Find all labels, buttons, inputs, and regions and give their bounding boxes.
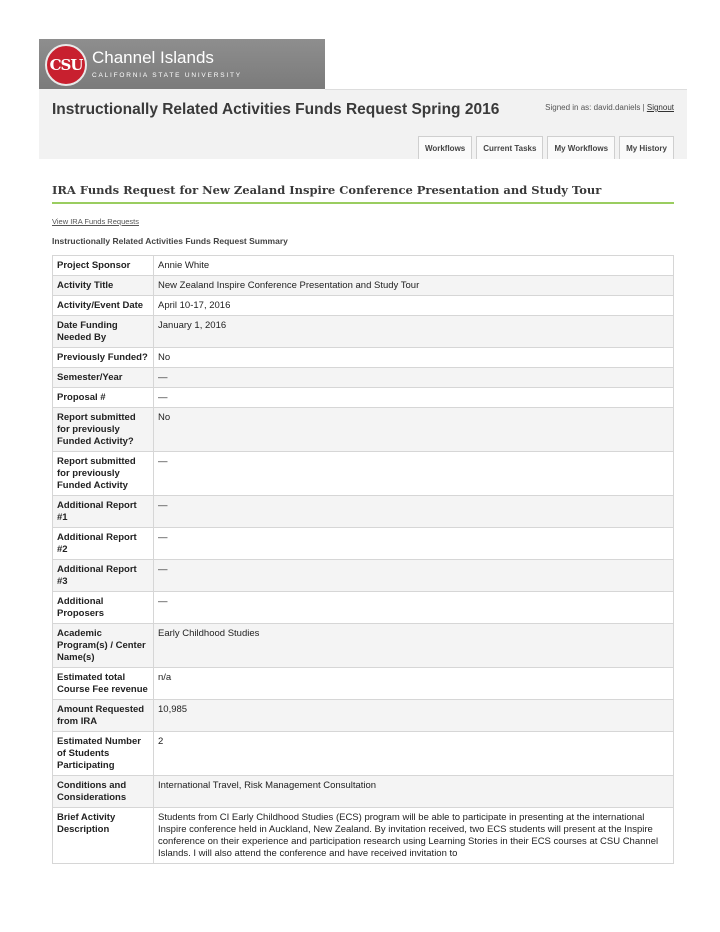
summary-table [52,255,674,864]
header-divider [325,89,687,90]
row-value: 2 [154,732,674,776]
table-row [53,496,674,528]
table-row [53,592,674,624]
table-row [53,316,674,348]
view-requests-link[interactable]: View IRA Funds Requests [52,217,139,226]
row-label: Additional Report #2 [53,528,154,560]
table-row [53,388,674,408]
summary-table-container [52,255,674,864]
table-row [53,528,674,560]
row-label: Additional Report #3 [53,560,154,592]
table-row [53,368,674,388]
logo-subtitle: CALIFORNIA STATE UNIVERSITY [92,72,242,79]
row-label: Project Sponsor [53,256,154,276]
row-value: International Travel, Risk Management Consultation [154,776,674,808]
table-row [53,808,674,864]
row-value: Early Childhood Studies [154,624,674,668]
logo-name: Channel Islands [92,48,214,67]
row-value: Annie White [154,256,674,276]
row-label: Estimated Number of Students Participating [53,732,154,776]
row-label: Date Funding Needed By [53,316,154,348]
university-banner[interactable] [39,39,325,91]
row-value: — [154,560,674,592]
row-value: — [154,528,674,560]
table-row [53,256,674,276]
row-value: — [154,496,674,528]
row-label: Activity/Event Date [53,296,154,316]
summary-title: Instructionally Related Activities Funds Request Summary [52,236,288,246]
row-value: Students from CI Early Childhood Studies (ECS) program will be able to participate in presenting at the international Inspire conference held in Auckland, New Zealand. By invitation received, two ECS students will present at the Inspire conference on their experience and participation research using Learning Stories in their ECS courses at CSU Channel Islands. I will also attend the conference and have received invitation to [154,808,674,864]
row-value: n/a [154,668,674,700]
row-value: — [154,368,674,388]
row-label: Semester/Year [53,368,154,388]
row-value: April 10-17, 2016 [154,296,674,316]
tab-my-history[interactable]: My History [619,136,674,159]
row-label: Additional Proposers [53,592,154,624]
row-value: — [154,452,674,496]
table-row [53,560,674,592]
signed-in-info [545,103,674,112]
tab-workflows[interactable]: Workflows [418,136,472,159]
csu-logo-seal: CSU [45,44,87,86]
table-row [53,700,674,732]
row-value: 10,985 [154,700,674,732]
row-label: Amount Requested from IRA [53,700,154,732]
tab-my-workflows[interactable]: My Workflows [547,136,615,159]
table-row [53,348,674,368]
row-value: — [154,592,674,624]
row-label: Academic Program(s) / Center Name(s) [53,624,154,668]
signout-link[interactable]: Signout [646,103,674,112]
table-row [53,732,674,776]
table-row [53,624,674,668]
app-header [39,89,687,159]
row-label: Report submitted for previously Funded Activity? [53,408,154,452]
app-title: Instructionally Related Activities Funds Request Spring 2016 [52,101,500,118]
row-label: Conditions and Considerations [53,776,154,808]
row-label: Previously Funded? [53,348,154,368]
heading-divider [52,202,674,204]
table-row [53,452,674,496]
row-value: — [154,388,674,408]
row-value: New Zealand Inspire Conference Presentation and Study Tour [154,276,674,296]
nav-tabs [418,136,674,159]
row-label: Proposal # [53,388,154,408]
row-label: Additional Report #1 [53,496,154,528]
page-heading: IRA Funds Request for New Zealand Inspire Conference Presentation and Study Tour [52,183,602,197]
signed-in-text: Signed in as: david.daniels | [545,103,645,112]
table-row [53,296,674,316]
table-row [53,408,674,452]
row-label: Estimated total Course Fee revenue [53,668,154,700]
table-row [53,276,674,296]
row-label: Activity Title [53,276,154,296]
row-label: Brief Activity Description [53,808,154,864]
table-row [53,668,674,700]
table-row [53,776,674,808]
row-value: January 1, 2016 [154,316,674,348]
row-value: No [154,408,674,452]
tab-current-tasks[interactable]: Current Tasks [476,136,543,159]
row-value: No [154,348,674,368]
row-label: Report submitted for previously Funded Activity [53,452,154,496]
